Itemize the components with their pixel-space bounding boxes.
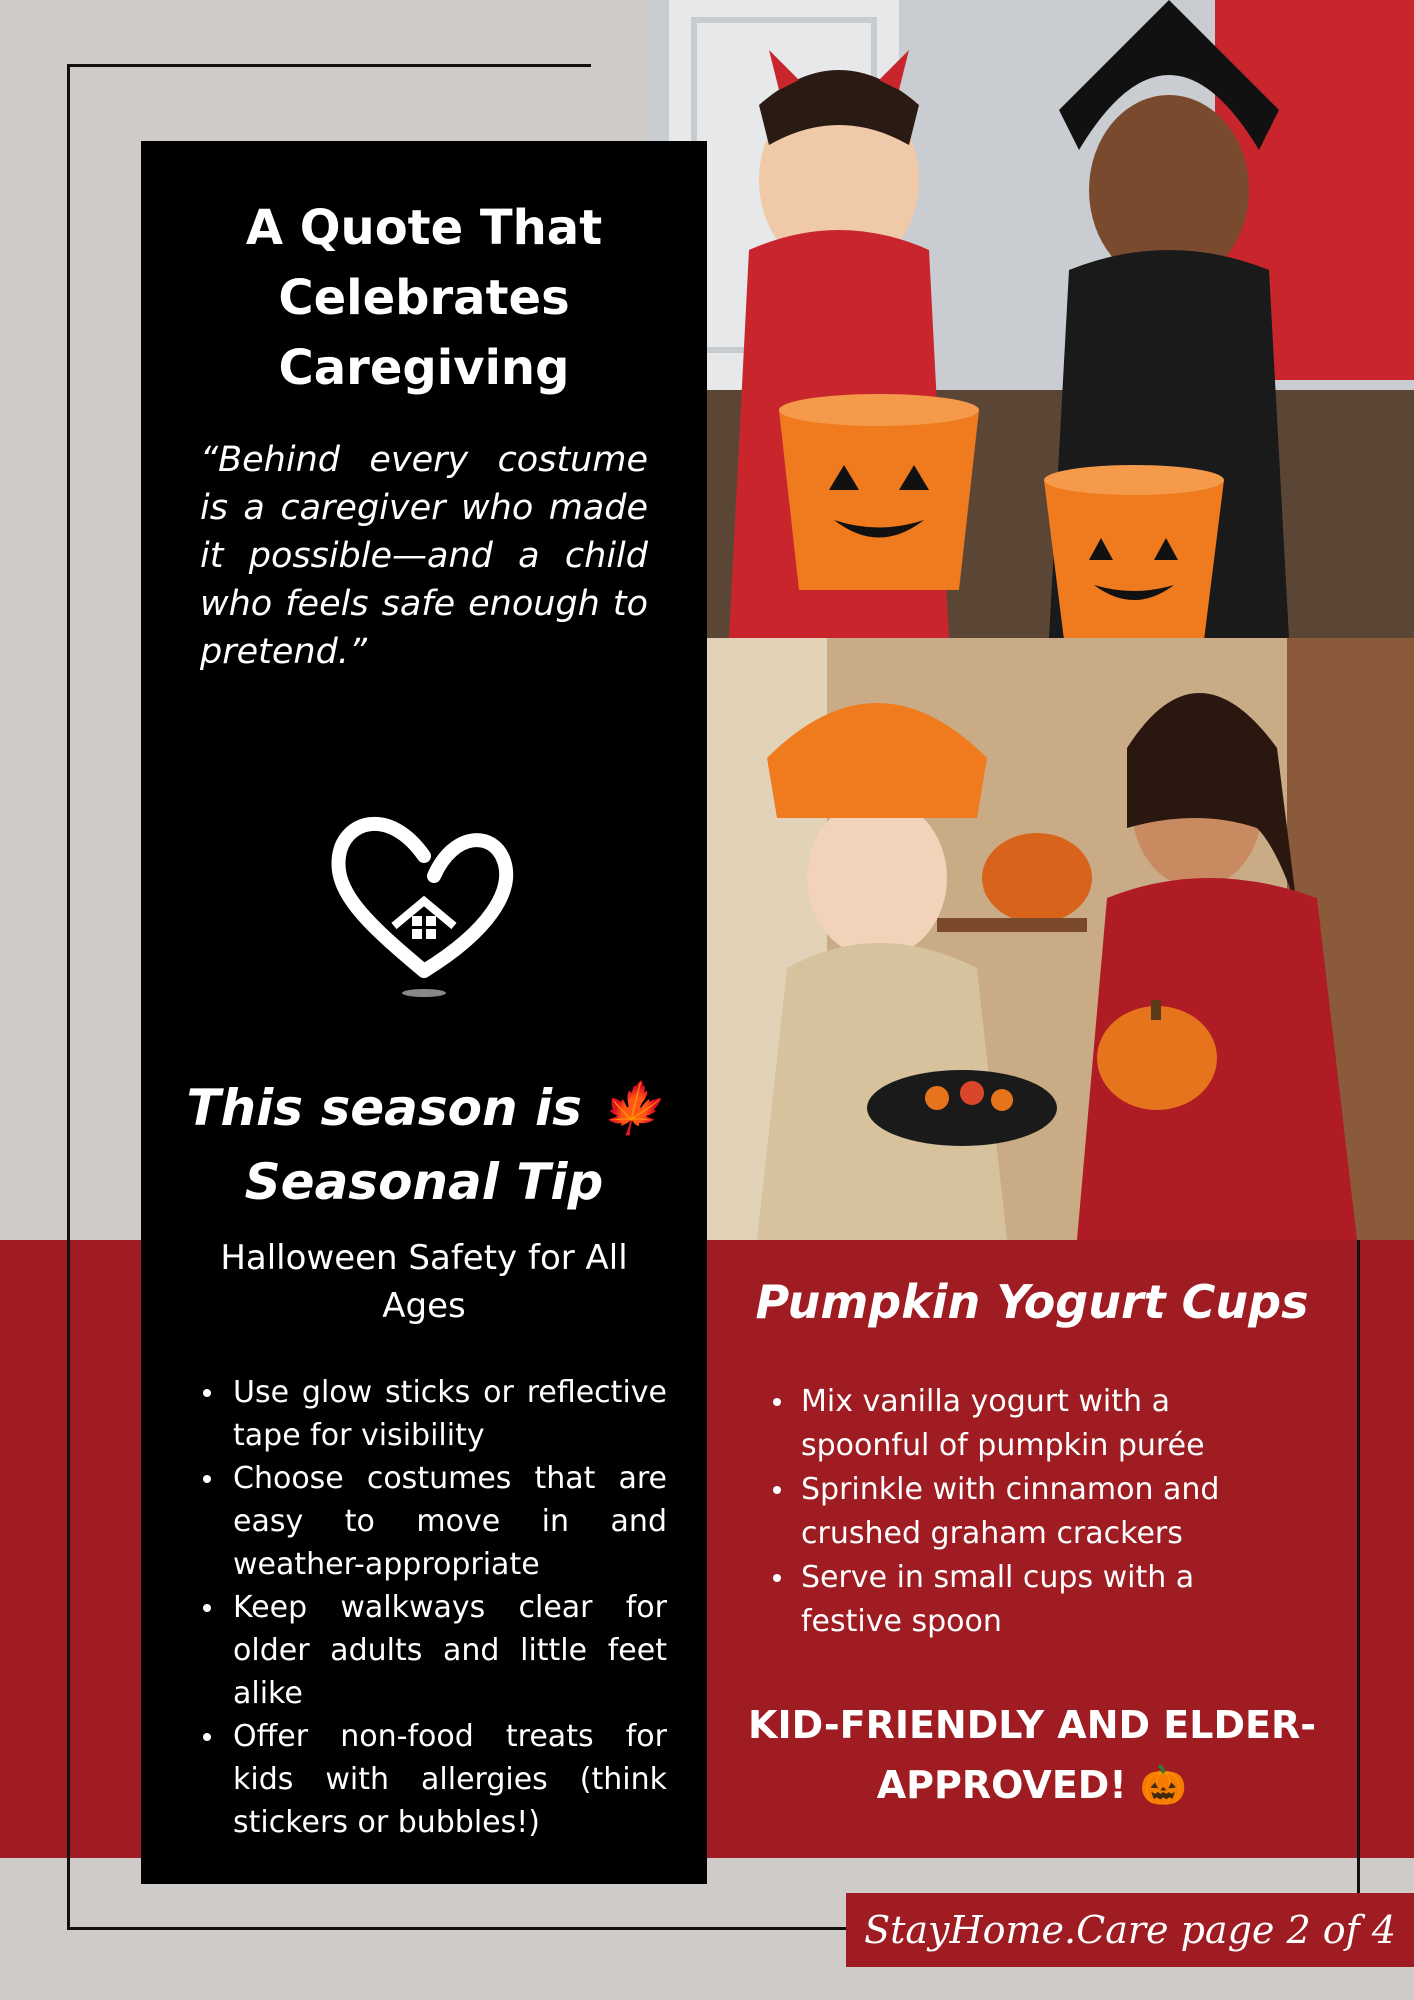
frame-line-left [67, 64, 70, 1930]
seasonal-tip-heading: This season is 🍁 Seasonal Tip [186, 1079, 662, 1211]
list-item: Serve in small cups with a festive spoon [801, 1556, 1297, 1644]
frame-line-top [67, 64, 591, 67]
photo-kids-illustration [649, 0, 1414, 638]
seasonal-tip-subtitle: Halloween Safety for All Ages [220, 1238, 628, 1326]
recipe-tagline: KID-FRIENDLY AND ELDER-APPROVED! 🎃 [748, 1703, 1316, 1807]
list-item: Mix vanilla yogurt with a spoonful of pumpkin purée [801, 1380, 1297, 1468]
photo-caregiver-and-elder [707, 638, 1414, 1240]
frame-line-bottom [67, 1927, 847, 1930]
safety-tips-list [181, 1371, 667, 1844]
footer-page-label: StayHome.Care page 2 of 4 [846, 1893, 1414, 1967]
quote-heading: A Quote That Celebrates Caregiving [245, 200, 603, 396]
heart-house-icon [324, 801, 524, 1001]
list-item: Use glow sticks or reflective tape for visibility [233, 1371, 667, 1457]
list-item: Sprinkle with cinnamon and crushed graham crackers [801, 1468, 1297, 1556]
recipe-title: Pumpkin Yogurt Cups [755, 1275, 1309, 1329]
quote-text: “Behind every costume is a caregiver who made it possible—and a child who feels safe enough to pretend.” [200, 440, 648, 672]
photo-kids-trick-or-treat [649, 0, 1414, 638]
photo-caregiver-illustration [707, 638, 1414, 1240]
quote-panel [141, 141, 707, 1884]
recipe-steps-list [757, 1380, 1297, 1644]
list-item: Keep walkways clear for older adults and little feet alike [233, 1586, 667, 1715]
list-item: Choose costumes that are easy to move in and weather-appropriate [233, 1457, 667, 1586]
list-item: Offer non-food treats for kids with allergies (think stickers or bubbles!) [233, 1715, 667, 1844]
